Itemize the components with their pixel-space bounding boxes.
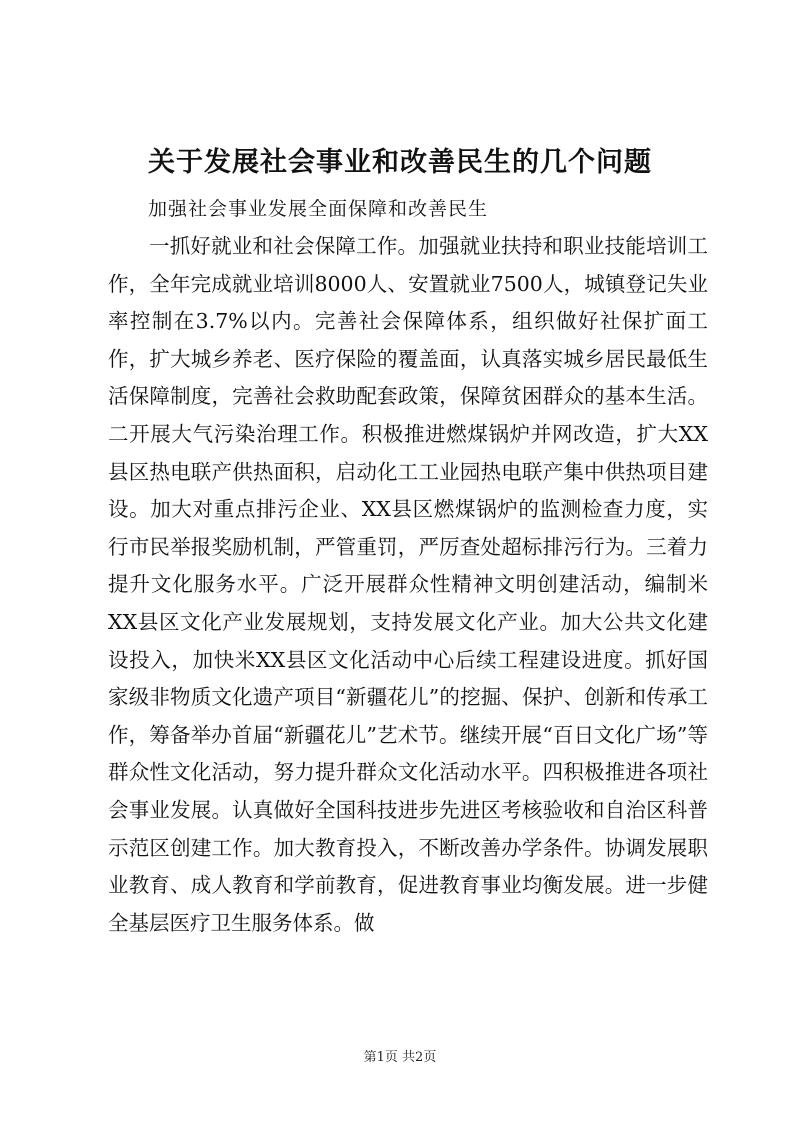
document-subtitle: 加强社会事业发展全面保障和改善民生 <box>148 198 489 220</box>
page-footer: 第1页 共2页 <box>363 1050 437 1065</box>
document-title: 关于发展社会事业和改善民生的几个问题 <box>148 147 652 178</box>
document-body: 一抓好就业和社会保障工作。加强就业扶持和职业技能培训工作，全年完成就业培训8000人、安置就业7500人，城镇登记失业率控制在3.7%以内。完善社会保障体系，组织做好社保扩面工作，扩大城乡养老、医疗保险的覆盖面，认真落实城乡居民最低生活保障制度，完善社会救助配套政策，保障贫困群众的基本生活。二开展大气污染治理工作。积极推进燃煤锅炉并网改造，扩大XX县区热电联产供热面积，启动化工工业园热电联产集中供热项目建设。加大对重点排污企业、XX县区燃煤锅炉的监测检查力度，实行市民举报奖励机制，严管重罚，严厉查处超标排污行为。三着力提升文化服务水平。广泛开展群众性精神文明创建活动，编制米XX县区文化产业发展规划，支持发展文化产业。加大公共文化建设投入，加快米XX县区文化活动中心后续工程建设进度。抓好国家级非物质文化遗产项目“新疆花儿”的挖掘、保护、创新和传承工作，筹备举办首届“新疆花儿”艺术节。继续开展“百日文化广场”等群众性文化活动，努力提升群众文化活动水平。四积极推进各项社会事业发展。认真做好全国科技进步先进区考核验收和自治区科普示范区创建工作。加大教育投入，不断改善办学条件。协调发展职业教育、成人教育和学前教育，促进教育事业均衡发展。进一步健全基层医疗卫生服务体系。做 <box>108 234 708 935</box>
